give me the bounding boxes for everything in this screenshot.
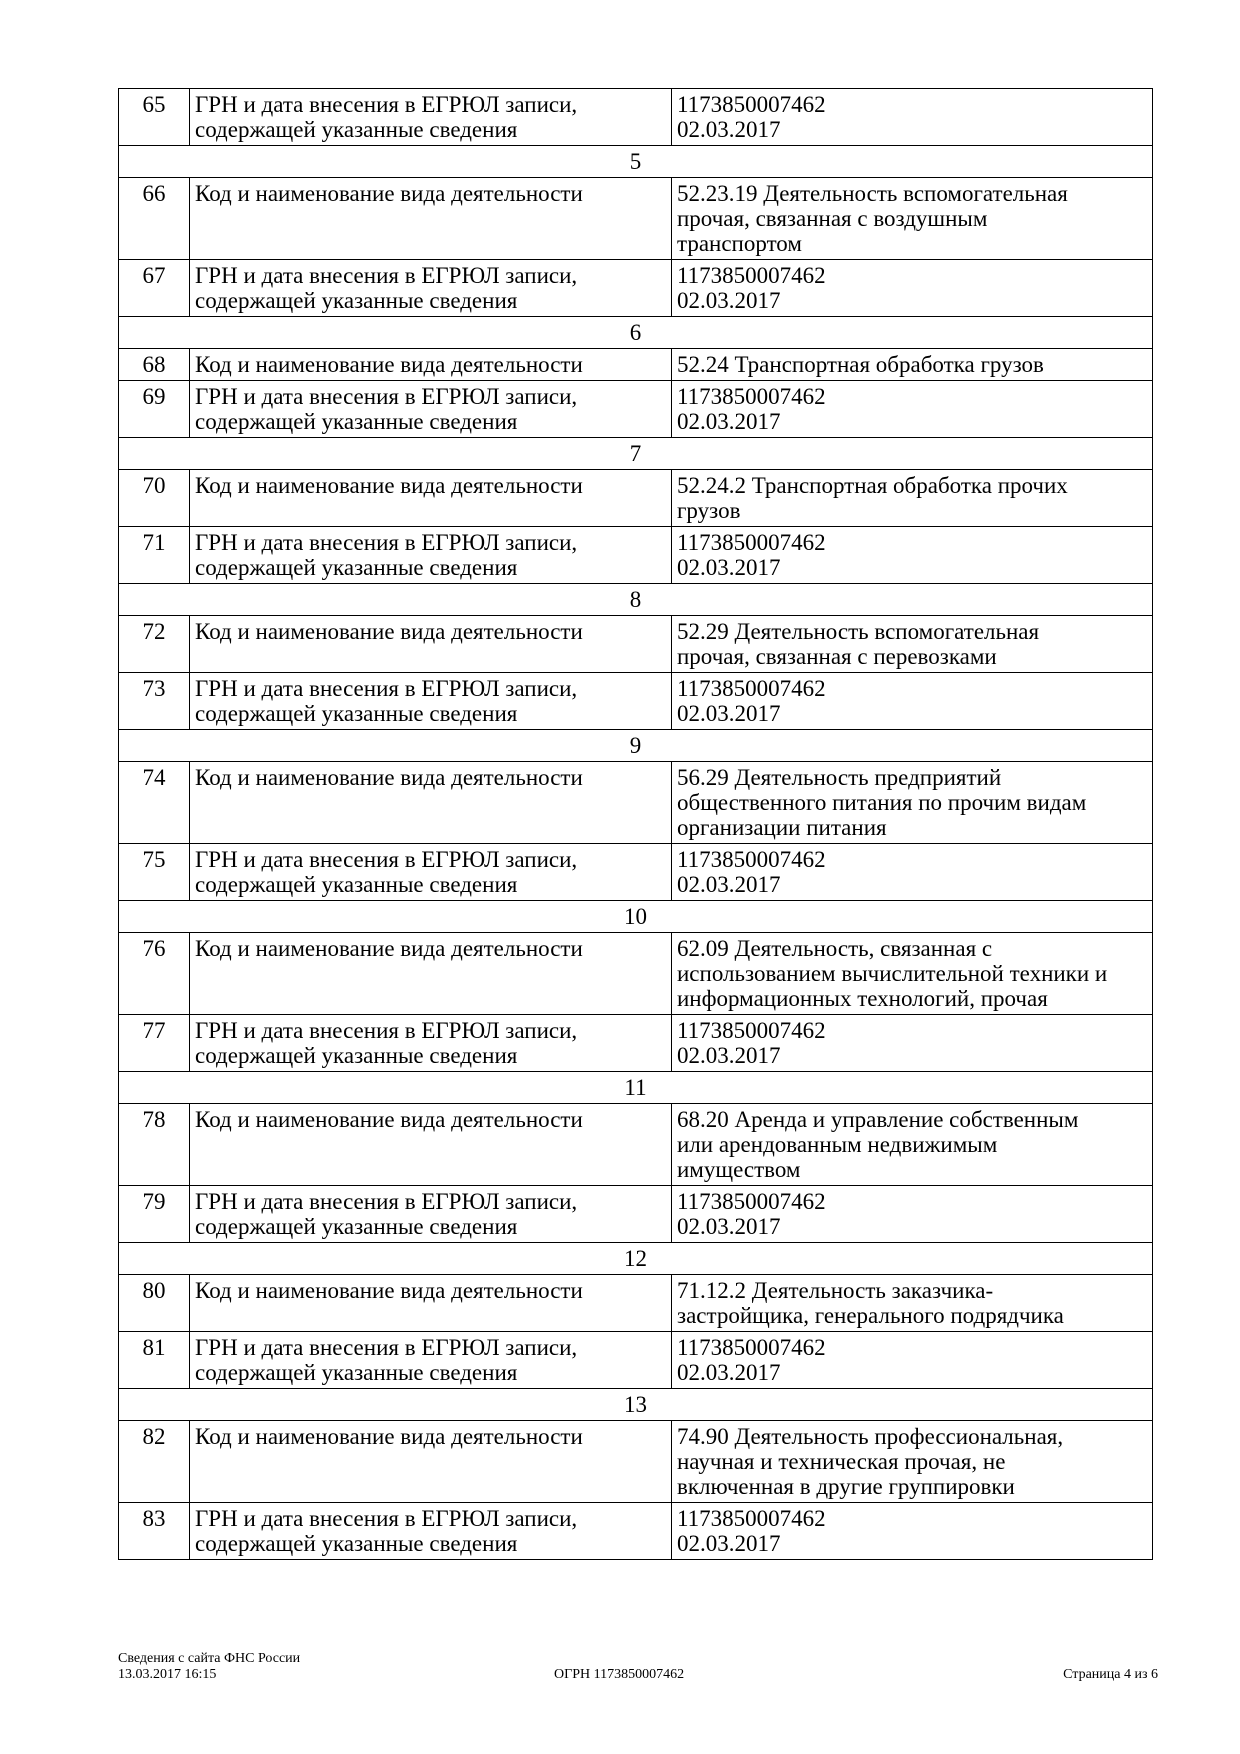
row-number: 75 — [119, 844, 190, 901]
field-value-line: 71.12.2 Деятельность заказчика- — [677, 1278, 994, 1303]
field-label-line: ГРН и дата внесения в ЕГРЮЛ записи, — [195, 1189, 578, 1214]
footer-source: Сведения с сайта ФНС России — [118, 1651, 301, 1666]
field-value-line: 62.09 Деятельность, связанная с — [677, 936, 993, 961]
field-value-line: 1173850007462 — [677, 676, 826, 701]
field-label-line: Код и наименование вида деятельности — [195, 936, 583, 961]
field-label — [190, 762, 672, 844]
table-row — [119, 470, 1153, 527]
field-label-line: ГРН и дата внесения в ЕГРЮЛ записи, — [195, 1506, 578, 1531]
field-label-line: ГРН и дата внесения в ЕГРЮЛ записи, — [195, 92, 578, 117]
table-row — [119, 1104, 1153, 1186]
field-value-line: 02.03.2017 — [677, 555, 781, 580]
row-number: 73 — [119, 673, 190, 730]
section-header-row — [119, 1389, 1153, 1421]
table-row — [119, 673, 1153, 730]
footer-ogrn: ОГРН 1173850007462 — [554, 1667, 685, 1682]
section-number: 10 — [119, 901, 1153, 933]
row-number: 76 — [119, 933, 190, 1015]
table-row — [119, 527, 1153, 584]
section-header-row — [119, 1072, 1153, 1104]
section-header-row — [119, 730, 1153, 762]
field-label — [190, 844, 672, 901]
field-label-line: Код и наименование вида деятельности — [195, 1424, 583, 1449]
field-value-line: включенная в другие группировки — [677, 1474, 1015, 1499]
field-value — [672, 1332, 1153, 1389]
field-value-line: 1173850007462 — [677, 1335, 826, 1360]
field-label — [190, 260, 672, 317]
section-number: 7 — [119, 438, 1153, 470]
field-value — [672, 260, 1153, 317]
section-header-row — [119, 438, 1153, 470]
section-header-row — [119, 1243, 1153, 1275]
table-row — [119, 933, 1153, 1015]
table-row — [119, 1332, 1153, 1389]
field-label-line: содержащей указанные сведения — [195, 409, 518, 434]
section-header-row — [119, 901, 1153, 933]
field-value — [672, 1186, 1153, 1243]
field-label-line: ГРН и дата внесения в ЕГРЮЛ записи, — [195, 530, 578, 555]
field-value — [672, 1421, 1153, 1503]
field-label-line: содержащей указанные сведения — [195, 1214, 518, 1239]
field-value — [672, 616, 1153, 673]
field-value-line: или арендованным недвижимым — [677, 1132, 998, 1157]
row-number: 67 — [119, 260, 190, 317]
field-label-line: содержащей указанные сведения — [195, 872, 518, 897]
footer-left — [118, 1651, 300, 1683]
field-value-line: 1173850007462 — [677, 1189, 826, 1214]
row-number: 68 — [119, 349, 190, 381]
field-value-line: 02.03.2017 — [677, 1531, 781, 1556]
field-label — [190, 1332, 672, 1389]
row-number: 66 — [119, 178, 190, 260]
field-value-line: 1173850007462 — [677, 1506, 826, 1531]
field-label — [190, 1015, 672, 1072]
field-value — [672, 844, 1153, 901]
field-label-line: содержащей указанные сведения — [195, 1043, 518, 1068]
field-value-line: 02.03.2017 — [677, 1043, 781, 1068]
field-value-line: 1173850007462 — [677, 1018, 826, 1043]
field-value-line: 56.29 Деятельность предприятий — [677, 765, 1002, 790]
field-value-line: 02.03.2017 — [677, 288, 781, 313]
egrul-activities-table — [118, 88, 1153, 1560]
section-header-row — [119, 146, 1153, 178]
field-value — [672, 762, 1153, 844]
field-value — [672, 381, 1153, 438]
table-body — [119, 89, 1153, 1560]
field-label — [190, 933, 672, 1015]
field-value-line: 02.03.2017 — [677, 701, 781, 726]
table-row — [119, 1503, 1153, 1560]
field-label-line: содержащей указанные сведения — [195, 701, 518, 726]
row-number: 70 — [119, 470, 190, 527]
field-label-line: ГРН и дата внесения в ЕГРЮЛ записи, — [195, 1335, 578, 1360]
section-number: 9 — [119, 730, 1153, 762]
field-label — [190, 470, 672, 527]
row-number: 65 — [119, 89, 190, 146]
table-row — [119, 1275, 1153, 1332]
field-label-line: Код и наименование вида деятельности — [195, 473, 583, 498]
table-row — [119, 762, 1153, 844]
table-row — [119, 381, 1153, 438]
field-value-line: 1173850007462 — [677, 92, 826, 117]
field-value — [672, 1104, 1153, 1186]
field-label-line: Код и наименование вида деятельности — [195, 181, 583, 206]
field-value — [672, 1015, 1153, 1072]
section-number: 11 — [119, 1072, 1153, 1104]
field-value-line: 1173850007462 — [677, 384, 826, 409]
field-value-line: 1173850007462 — [677, 530, 826, 555]
field-label — [190, 1275, 672, 1332]
field-label-line: Код и наименование вида деятельности — [195, 352, 583, 377]
field-value-line: использованием вычислительной техники и — [677, 961, 1108, 986]
field-label-line: содержащей указанные сведения — [195, 555, 518, 580]
field-value-line: 52.24 Транспортная обработка грузов — [677, 352, 1044, 377]
field-label-line: ГРН и дата внесения в ЕГРЮЛ записи, — [195, 847, 578, 872]
field-value — [672, 178, 1153, 260]
row-number: 77 — [119, 1015, 190, 1072]
field-value — [672, 470, 1153, 527]
row-number: 81 — [119, 1332, 190, 1389]
field-label — [190, 89, 672, 146]
row-number: 79 — [119, 1186, 190, 1243]
table-row — [119, 89, 1153, 146]
field-label-line: содержащей указанные сведения — [195, 117, 518, 142]
field-value-line: 1173850007462 — [677, 847, 826, 872]
field-value-line: 02.03.2017 — [677, 1360, 781, 1385]
row-number: 74 — [119, 762, 190, 844]
table-row — [119, 1186, 1153, 1243]
field-label-line: Код и наименование вида деятельности — [195, 1107, 583, 1132]
field-label-line: Код и наименование вида деятельности — [195, 619, 583, 644]
table-row — [119, 844, 1153, 901]
field-value-line: имуществом — [677, 1157, 801, 1182]
field-value-line: 02.03.2017 — [677, 872, 781, 897]
section-number: 8 — [119, 584, 1153, 616]
table-row — [119, 616, 1153, 673]
field-value-line: транспортом — [677, 231, 802, 256]
field-label — [190, 1186, 672, 1243]
field-value-line: 1173850007462 — [677, 263, 826, 288]
field-value-line: прочая, связанная с воздушным — [677, 206, 988, 231]
field-label — [190, 178, 672, 260]
field-value — [672, 933, 1153, 1015]
table-row — [119, 1421, 1153, 1503]
section-header-row — [119, 584, 1153, 616]
field-label-line: содержащей указанные сведения — [195, 288, 518, 313]
field-value — [672, 1275, 1153, 1332]
table-row — [119, 260, 1153, 317]
field-value-line: 68.20 Аренда и управление собственным — [677, 1107, 1079, 1132]
row-number: 69 — [119, 381, 190, 438]
field-value-line: 02.03.2017 — [677, 117, 781, 142]
field-value-line: застройщика, генерального подрядчика — [677, 1303, 1064, 1328]
field-label — [190, 673, 672, 730]
field-label — [190, 616, 672, 673]
field-value — [672, 349, 1153, 381]
row-number: 83 — [119, 1503, 190, 1560]
field-value-line: грузов — [677, 498, 741, 523]
footer-datetime: 13.03.2017 16:15 — [118, 1667, 217, 1682]
field-value — [672, 527, 1153, 584]
footer-page-number: Страница 4 из 6 — [1063, 1667, 1158, 1682]
section-number: 13 — [119, 1389, 1153, 1421]
row-number: 82 — [119, 1421, 190, 1503]
table-row — [119, 349, 1153, 381]
field-label-line: ГРН и дата внесения в ЕГРЮЛ записи, — [195, 1018, 578, 1043]
field-label-line: ГРН и дата внесения в ЕГРЮЛ записи, — [195, 384, 578, 409]
table-row — [119, 1015, 1153, 1072]
row-number: 80 — [119, 1275, 190, 1332]
field-label — [190, 1503, 672, 1560]
field-label-line: содержащей указанные сведения — [195, 1360, 518, 1385]
section-number: 5 — [119, 146, 1153, 178]
field-label-line: Код и наименование вида деятельности — [195, 765, 583, 790]
page-footer — [118, 1651, 1158, 1691]
field-label-line: ГРН и дата внесения в ЕГРЮЛ записи, — [195, 263, 578, 288]
field-value-line: 02.03.2017 — [677, 1214, 781, 1239]
field-value-line: организации питания — [677, 815, 887, 840]
row-number: 71 — [119, 527, 190, 584]
field-label — [190, 349, 672, 381]
field-label — [190, 381, 672, 438]
section-number: 12 — [119, 1243, 1153, 1275]
field-value — [672, 89, 1153, 146]
section-header-row — [119, 317, 1153, 349]
field-value-line: прочая, связанная с перевозками — [677, 644, 997, 669]
field-value-line: 52.24.2 Транспортная обработка прочих — [677, 473, 1068, 498]
row-number: 72 — [119, 616, 190, 673]
field-value-line: 52.23.19 Деятельность вспомогательная — [677, 181, 1068, 206]
field-label-line: ГРН и дата внесения в ЕГРЮЛ записи, — [195, 676, 578, 701]
row-number: 78 — [119, 1104, 190, 1186]
field-value-line: 52.29 Деятельность вспомогательная — [677, 619, 1040, 644]
field-value-line: 02.03.2017 — [677, 409, 781, 434]
field-value-line: научная и техническая прочая, не — [677, 1449, 1006, 1474]
field-label — [190, 1421, 672, 1503]
field-label — [190, 1104, 672, 1186]
field-label-line: Код и наименование вида деятельности — [195, 1278, 583, 1303]
field-value-line: информационных технологий, прочая — [677, 986, 1048, 1011]
table-row — [119, 178, 1153, 260]
field-value — [672, 673, 1153, 730]
field-value-line: 74.90 Деятельность профессиональная, — [677, 1424, 1064, 1449]
section-number: 6 — [119, 317, 1153, 349]
field-value — [672, 1503, 1153, 1560]
field-label — [190, 527, 672, 584]
field-label-line: содержащей указанные сведения — [195, 1531, 518, 1556]
field-value-line: общественного питания по прочим видам — [677, 790, 1087, 815]
